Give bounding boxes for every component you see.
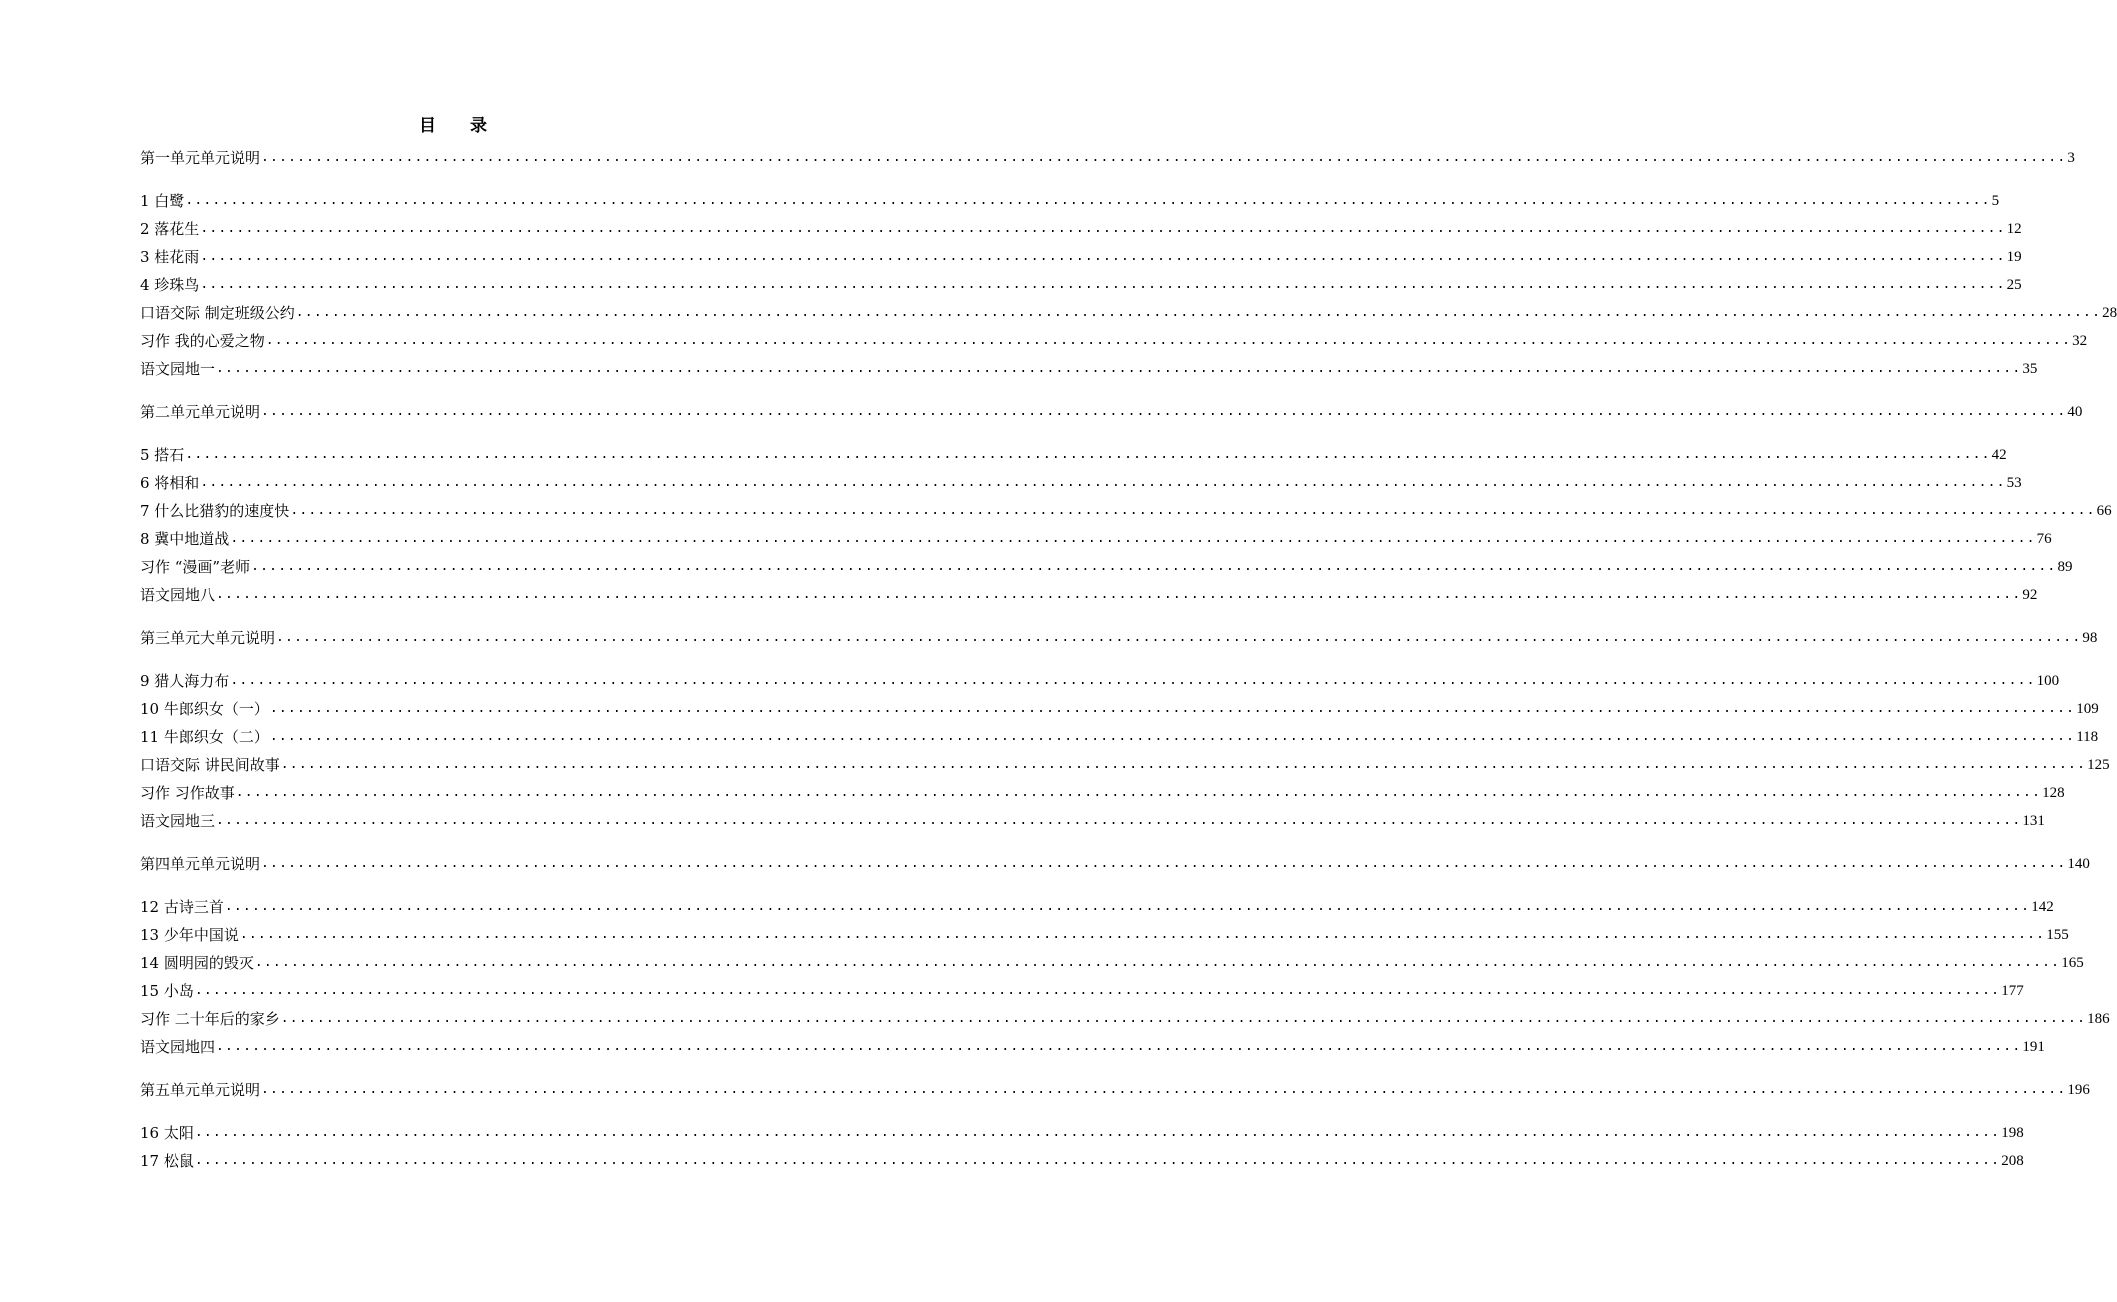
toc-entry-page-number: 12 (2006, 221, 2022, 237)
toc-entry-title: 10 牛郎织女（一） (140, 700, 269, 718)
toc-entry[interactable] (140, 554, 2073, 578)
toc-entry-page-number: 42 (1991, 447, 2007, 463)
toc-leader-dots: ........................................................................................................................................................................................................ (280, 757, 2087, 772)
toc-leader-dots: ........................................................................................................................................................................................................ (194, 1153, 2001, 1168)
toc-entry-title: 7 什么比猎豹的速度快 (140, 502, 290, 520)
toc-entry-title: 3 桂花雨 (140, 248, 200, 266)
toc-entry[interactable] (140, 216, 2022, 240)
toc-entry-page-number: 140 (2067, 856, 2090, 872)
toc-entry[interactable] (140, 696, 2099, 720)
toc-entry-title: 12 古诗三首 (140, 898, 224, 916)
toc-leader-dots: ........................................................................................................................................................................................................ (261, 1082, 2067, 1097)
toc-entry[interactable] (140, 894, 2054, 918)
toc-entry-page-number: 3 (2067, 150, 2075, 166)
toc-entry-title: 第四单元单元说明 (140, 855, 261, 873)
toc-entry-title: 习作 二十年后的家乡 (140, 1010, 280, 1028)
toc-entry-title: 1 白鹭 (140, 192, 185, 210)
toc-entry[interactable] (140, 625, 2098, 649)
toc-entry-title: 6 将相和 (140, 474, 200, 492)
toc-entry-page-number: 196 (2067, 1082, 2090, 1098)
toc-entry[interactable] (140, 272, 2022, 296)
toc-entry-title: 习作 “漫画”老师 (140, 558, 251, 576)
toc-entry-page-number: 100 (2036, 673, 2060, 689)
toc-entry[interactable] (140, 399, 2083, 423)
toc-entry-page-number: 35 (2022, 361, 2038, 377)
toc-entry-page-number: 208 (2001, 1153, 2024, 1169)
toc-entry-title: 11 牛郎织女（二） (140, 728, 269, 746)
toc-entry-title: 第二单元单元说明 (140, 403, 261, 421)
toc-entry-page-number: 19 (2006, 249, 2022, 265)
toc-entry-page-number: 89 (2057, 559, 2073, 575)
toc-entry[interactable] (140, 356, 2038, 380)
toc-entry[interactable] (140, 188, 2000, 212)
toc-leader-dots: ........................................................................................................................................................................................................ (185, 447, 1991, 462)
toc-entry-title: 语文园地三 (140, 812, 216, 830)
toc-leader-dots: ........................................................................................................................................................................................................ (216, 813, 2022, 828)
toc-entry-page-number: 128 (2042, 785, 2065, 801)
toc-leader-dots: ........................................................................................................................................................................................................ (216, 1039, 2022, 1054)
toc-leader-dots: ........................................................................................................................................................................................................ (239, 927, 2046, 942)
toc-leader-dots: ........................................................................................................................................................................................................ (280, 1011, 2087, 1026)
toc-entry-page-number: 76 (2036, 531, 2052, 547)
toc-leader-dots: ........................................................................................................................................................................................................ (194, 983, 2001, 998)
toc-leader-dots: ........................................................................................................................................................................................................ (200, 475, 2006, 490)
toc-entry-page-number: 109 (2076, 701, 2099, 717)
toc-entry[interactable] (140, 724, 2099, 748)
toc-entry-page-number: 92 (2022, 587, 2038, 603)
toc-entry[interactable] (140, 1120, 2024, 1144)
toc-entry-title: 第三单元大单元说明 (140, 629, 276, 647)
toc-leader-dots: ........................................................................................................................................................................................................ (290, 503, 2096, 518)
toc-entry-page-number: 125 (2087, 757, 2110, 773)
toc-entry-page-number: 177 (2001, 983, 2024, 999)
toc-leader-dots: ........................................................................................................................................................................................................ (269, 729, 2076, 744)
toc-entry[interactable] (140, 780, 2065, 804)
toc-entry[interactable] (140, 922, 2069, 946)
toc-entry[interactable] (140, 145, 2075, 169)
toc-entry[interactable] (140, 442, 2007, 466)
toc-entry-page-number: 165 (2061, 955, 2084, 971)
toc-entry-page-number: 118 (2076, 729, 2099, 745)
toc-entry-title: 16 太阳 (140, 1124, 194, 1142)
toc-entry[interactable] (140, 978, 2024, 1002)
toc-leader-dots: ........................................................................................................................................................................................................ (200, 221, 2006, 236)
toc-entry[interactable] (140, 582, 2038, 606)
toc-leader-dots: ........................................................................................................................................................................................................ (230, 531, 2036, 546)
toc-leader-dots: ........................................................................................................................................................................................................ (265, 333, 2072, 348)
toc-entry-page-number: 98 (2082, 630, 2098, 646)
toc-entry-title: 习作 我的心爱之物 (140, 332, 265, 350)
toc-entry[interactable] (140, 1006, 2110, 1030)
toc-entry[interactable] (140, 851, 2090, 875)
toc-leader-dots: ........................................................................................................................................................................................................ (185, 193, 1991, 208)
toc-entry-title: 口语交际 制定班级公约 (140, 304, 295, 322)
toc-entry-page-number: 142 (2031, 899, 2054, 915)
toc-leader-dots: ........................................................................................................................................................................................................ (261, 150, 2067, 165)
toc-leader-dots: ........................................................................................................................................................................................................ (276, 630, 2082, 645)
toc-entry-title: 口语交际 讲民间故事 (140, 756, 280, 774)
toc-entry-page-number: 40 (2067, 404, 2083, 420)
toc-entry-title: 语文园地八 (140, 586, 216, 604)
toc-leader-dots: ........................................................................................................................................................................................................ (261, 404, 2067, 419)
toc-entry-title: 4 珍珠鸟 (140, 276, 200, 294)
toc-entry-title: 15 小岛 (140, 982, 194, 1000)
toc-entry[interactable] (140, 498, 2112, 522)
toc-entry-title: 第五单元单元说明 (140, 1081, 261, 1099)
toc-entry[interactable] (140, 300, 2117, 324)
toc-entry-page-number: 5 (1991, 193, 2000, 209)
toc-entry[interactable] (140, 1148, 2024, 1172)
toc-entry-title: 习作 习作故事 (140, 784, 235, 802)
toc-entry-title: 2 落花生 (140, 220, 200, 238)
toc-entry-page-number: 131 (2022, 813, 2045, 829)
toc-entry-page-number: 32 (2072, 333, 2088, 349)
toc-entry[interactable] (140, 1034, 2045, 1058)
toc-entry-title: 13 少年中国说 (140, 926, 239, 944)
toc-entry-title: 语文园地一 (140, 360, 216, 378)
toc-entry-page-number: 186 (2087, 1011, 2110, 1027)
toc-entry[interactable] (140, 668, 2060, 692)
toc-entry-title: 第一单元单元说明 (140, 149, 261, 167)
toc-leader-dots: ........................................................................................................................................................................................................ (295, 305, 2102, 320)
toc-entry-page-number: 155 (2046, 927, 2069, 943)
toc-leader-dots: ........................................................................................................................................................................................................ (230, 673, 2036, 688)
toc-entry[interactable] (140, 526, 2052, 550)
toc-entry[interactable] (140, 808, 2045, 832)
toc-entry-title: 5 搭石 (140, 446, 185, 464)
toc-entry-page-number: 28 (2102, 305, 2117, 321)
toc-entry-page-number: 191 (2022, 1039, 2045, 1055)
toc-entry[interactable] (140, 950, 2084, 974)
toc-leader-dots: ........................................................................................................................................................................................................ (216, 587, 2022, 602)
toc-leader-dots: ........................................................................................................................................................................................................ (224, 899, 2031, 914)
toc-entry-title: 17 松鼠 (140, 1152, 194, 1170)
page-title: 目 录 (419, 116, 501, 136)
toc-entry[interactable] (140, 470, 2022, 494)
toc-entry-page-number: 53 (2006, 475, 2022, 491)
toc-entry-title: 8 冀中地道战 (140, 530, 230, 548)
toc-entry[interactable] (140, 244, 2022, 268)
toc-leader-dots: ........................................................................................................................................................................................................ (235, 785, 2042, 800)
toc-entry[interactable] (140, 1077, 2090, 1101)
toc-entry-title: 9 猎人海力布 (140, 672, 230, 690)
toc-entry-page-number: 66 (2096, 503, 2112, 519)
toc-entry-page-number: 198 (2001, 1125, 2024, 1141)
toc-leader-dots: ........................................................................................................................................................................................................ (254, 955, 2061, 970)
toc-leader-dots: ........................................................................................................................................................................................................ (216, 361, 2022, 376)
toc-leader-dots: ........................................................................................................................................................................................................ (251, 559, 2057, 574)
toc-entry-page-number: 25 (2006, 277, 2022, 293)
toc-leader-dots: ........................................................................................................................................................................................................ (269, 701, 2076, 716)
toc-entry-title: 语文园地四 (140, 1038, 216, 1056)
toc-leader-dots: ........................................................................................................................................................................................................ (200, 249, 2006, 264)
toc-leader-dots: ........................................................................................................................................................................................................ (194, 1125, 2001, 1140)
toc-leader-dots: ........................................................................................................................................................................................................ (261, 856, 2067, 871)
toc-entry[interactable] (140, 328, 2088, 352)
toc-entry-title: 14 圆明园的毁灭 (140, 954, 254, 972)
toc-entry[interactable] (140, 752, 2110, 776)
toc-leader-dots: ........................................................................................................................................................................................................ (200, 277, 2006, 292)
